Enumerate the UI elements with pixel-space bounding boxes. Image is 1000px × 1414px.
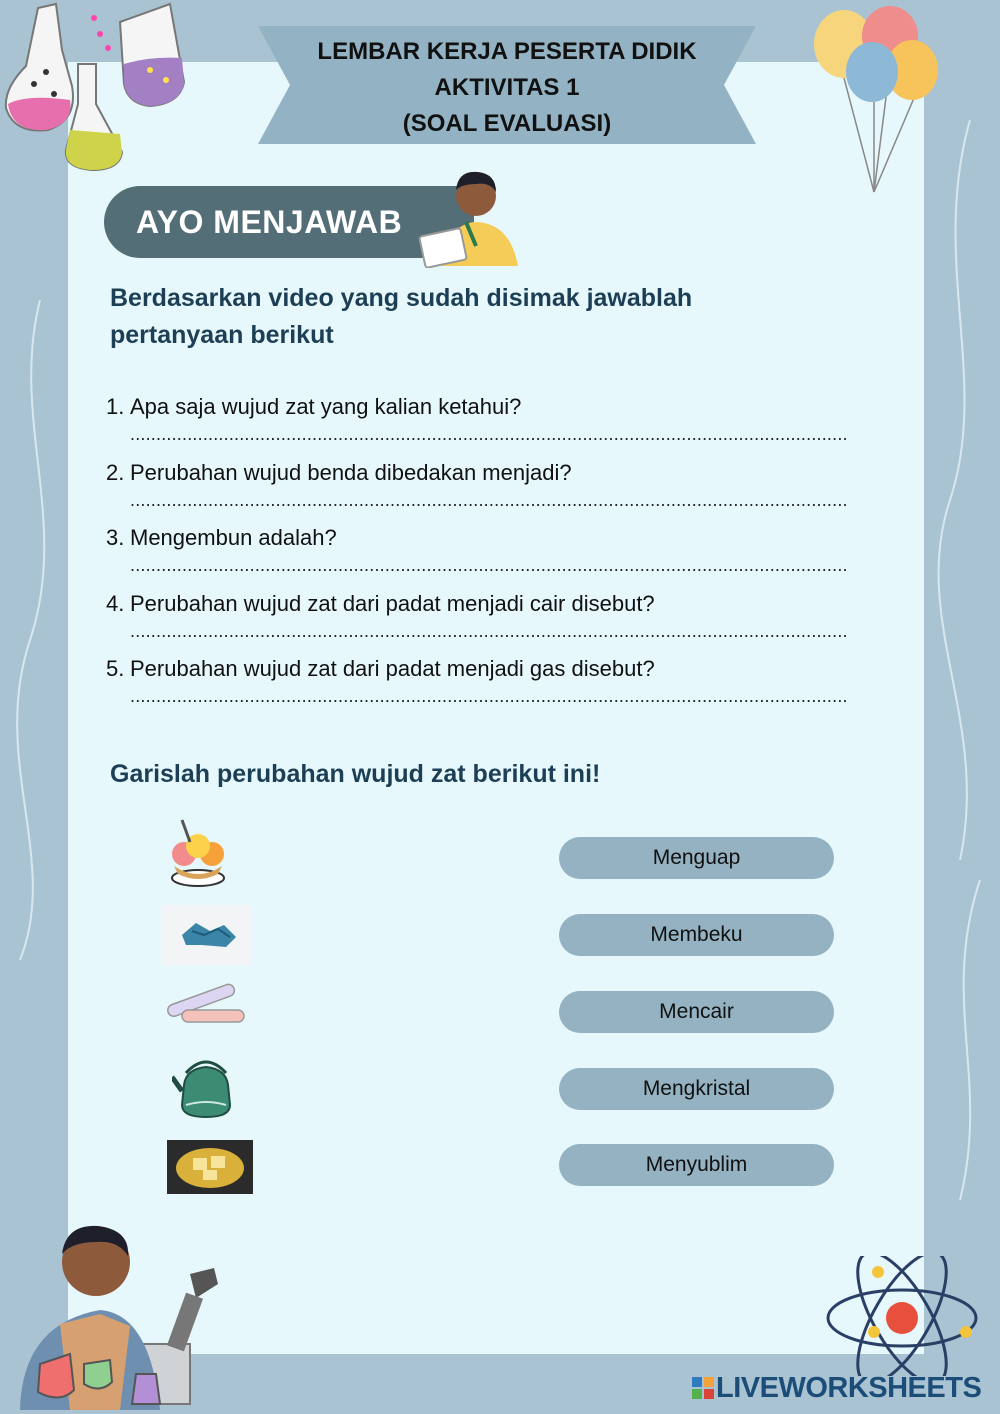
balloons-illustration bbox=[810, 6, 950, 196]
ice-cream-image[interactable] bbox=[160, 816, 236, 888]
melting-butter-image[interactable] bbox=[167, 1140, 253, 1194]
matching-title: Garislah perubahan wujud zat berikut ini! bbox=[110, 760, 601, 788]
answer-line[interactable]: .......................................................................................................................................... bbox=[130, 686, 848, 706]
question-number: 5. bbox=[106, 656, 125, 681]
question-item bbox=[106, 654, 866, 720]
option-membeku[interactable]: Membeku bbox=[559, 914, 834, 956]
chalk-image[interactable] bbox=[162, 980, 246, 1030]
answer-line[interactable]: .......................................................................................................................................... bbox=[130, 424, 848, 444]
chemistry-flasks-illustration bbox=[0, 0, 190, 175]
instruction-text: Berdasarkan video yang sudah disimak jawablah pertanyaan berikut bbox=[110, 284, 693, 349]
question-item bbox=[106, 392, 866, 458]
header-title-line-1: LEMBAR KERJA PESERTA DIDIK bbox=[317, 38, 697, 65]
liveworksheets-grid-icon bbox=[692, 1377, 714, 1399]
student-writing-illustration bbox=[418, 166, 528, 268]
question-text: Perubahan wujud zat dari padat menjadi gas disebut? bbox=[130, 656, 655, 681]
question-text: Mengembun adalah? bbox=[130, 525, 337, 550]
worksheet-header-banner bbox=[258, 26, 756, 144]
brand-name: LIVEWORKSHEETS bbox=[716, 1372, 982, 1404]
option-mencair[interactable]: Mencair bbox=[559, 991, 834, 1033]
question-item bbox=[106, 589, 866, 655]
crystal-image[interactable] bbox=[162, 905, 251, 965]
question-text: Perubahan wujud zat dari padat menjadi cair disebut? bbox=[130, 590, 655, 616]
question-list bbox=[106, 392, 866, 720]
kettle-image[interactable] bbox=[172, 1055, 238, 1121]
question-number: 1. bbox=[106, 394, 125, 419]
header-title-line-2: AKTIVITAS 1 bbox=[434, 74, 580, 101]
answer-line[interactable]: .......................................................................................................................................... bbox=[130, 489, 848, 510]
question-item bbox=[106, 523, 866, 589]
answer-line[interactable]: .......................................................................................................................................... bbox=[130, 620, 848, 641]
question-item bbox=[106, 458, 866, 524]
option-mengkristal[interactable]: Mengkristal bbox=[559, 1068, 834, 1110]
liveworksheets-logo[interactable] bbox=[692, 1372, 981, 1405]
question-number: 4. bbox=[106, 590, 125, 616]
option-menyublim[interactable]: Menyublim bbox=[559, 1144, 834, 1186]
answer-line[interactable]: .......................................................................................................................................... bbox=[130, 555, 848, 575]
question-number: 2. bbox=[106, 459, 125, 485]
header-title-line-3: (SOAL EVALUASI) bbox=[402, 110, 612, 137]
atom-illustration bbox=[816, 1256, 986, 1376]
scientist-boy-illustration bbox=[0, 1214, 230, 1410]
question-number: 3. bbox=[106, 525, 125, 550]
question-text: Apa saja wujud zat yang kalian ketahui? bbox=[130, 394, 522, 419]
question-text: Perubahan wujud benda dibedakan menjadi? bbox=[130, 459, 572, 485]
option-menguap[interactable]: Menguap bbox=[559, 837, 834, 879]
section-title: AYO MENJAWAB bbox=[136, 204, 403, 240]
